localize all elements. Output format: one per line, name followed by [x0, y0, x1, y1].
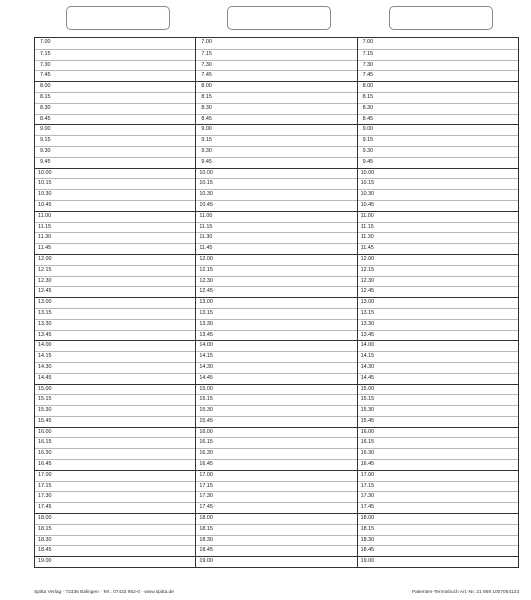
- time-slot[interactable]: 15.45: [196, 416, 356, 427]
- time-slot[interactable]: 14.45: [358, 373, 518, 384]
- time-slot[interactable]: 7.00: [201, 39, 212, 45]
- time-slot[interactable]: 18.45: [35, 545, 195, 556]
- time-slot[interactable]: 10.45: [358, 200, 518, 211]
- time-slot[interactable]: 10.15: [196, 178, 356, 189]
- time-slot[interactable]: 7.30: [358, 60, 518, 71]
- time-slot[interactable]: 9.00: [35, 124, 195, 135]
- time-slot[interactable]: 18.00: [358, 513, 518, 524]
- time-slot[interactable]: 8.30: [196, 103, 356, 114]
- time-slot[interactable]: 7.15: [196, 49, 356, 60]
- day-column-2: [195, 38, 356, 567]
- time-slot[interactable]: 10.00: [358, 168, 518, 179]
- time-slot[interactable]: 14.00: [196, 340, 356, 351]
- time-slot[interactable]: 17.30: [35, 491, 195, 502]
- time-slot[interactable]: 14.00: [358, 340, 518, 351]
- time-slot[interactable]: 18.30: [196, 535, 356, 546]
- time-slot[interactable]: 7.30: [196, 60, 356, 71]
- time-slot[interactable]: 12.30: [196, 276, 356, 287]
- time-slot[interactable]: 7.45: [196, 70, 356, 81]
- time-slot[interactable]: 14.45: [196, 373, 356, 384]
- time-slot[interactable]: 13.00: [358, 297, 518, 308]
- time-slot[interactable]: 11.30: [196, 232, 356, 243]
- day-column-3: [357, 38, 518, 567]
- time-slot[interactable]: 15.15: [35, 394, 195, 405]
- time-slot[interactable]: 12.15: [358, 265, 518, 276]
- time-slot[interactable]: 14.15: [196, 351, 356, 362]
- day-column-1: [35, 38, 195, 567]
- time-slot[interactable]: 11.15: [35, 222, 195, 233]
- time-slot[interactable]: 14.15: [358, 351, 518, 362]
- time-slot[interactable]: 18.15: [35, 524, 195, 535]
- time-slot[interactable]: 13.30: [35, 319, 195, 330]
- time-slot[interactable]: 13.15: [196, 308, 356, 319]
- time-slot[interactable]: 13.30: [196, 319, 356, 330]
- time-slot[interactable]: 9.45: [35, 157, 195, 168]
- time-slot[interactable]: 16.45: [196, 459, 356, 470]
- time-slot[interactable]: 12.30: [358, 276, 518, 287]
- time-slot[interactable]: 8.00: [358, 81, 518, 92]
- time-slot[interactable]: 13.15: [35, 308, 195, 319]
- time-slot[interactable]: 9.00: [358, 124, 518, 135]
- time-slot[interactable]: 17.45: [196, 502, 356, 513]
- time-slot[interactable]: 13.15: [358, 308, 518, 319]
- time-slot[interactable]: 10.15: [35, 178, 195, 189]
- time-slot[interactable]: 12.15: [35, 265, 195, 276]
- time-slot[interactable]: 10.15: [358, 178, 518, 189]
- time-slot[interactable]: 7.15: [358, 49, 518, 60]
- page-footer: [34, 590, 519, 596]
- time-slot[interactable]: 11.15: [358, 222, 518, 233]
- time-slot[interactable]: 14.30: [358, 362, 518, 373]
- time-slot[interactable]: 18.30: [358, 535, 518, 546]
- time-slot[interactable]: 17.30: [358, 491, 518, 502]
- time-slot[interactable]: 16.15: [358, 437, 518, 448]
- time-slot[interactable]: 13.45: [196, 330, 356, 341]
- time-slot[interactable]: 16.45: [35, 459, 195, 470]
- time-slot[interactable]: 14.45: [35, 373, 195, 384]
- time-slot[interactable]: 17.15: [358, 481, 518, 492]
- time-slot[interactable]: 12.45: [196, 286, 356, 297]
- time-slot[interactable]: 10.30: [358, 189, 518, 200]
- time-slot[interactable]: 9.45: [358, 157, 518, 168]
- time-slot[interactable]: 16.15: [196, 437, 356, 448]
- time-slot[interactable]: 11.15: [196, 222, 356, 233]
- time-slot[interactable]: 11.30: [358, 232, 518, 243]
- time-slot[interactable]: 17.45: [35, 502, 195, 513]
- time-slot[interactable]: 15.30: [35, 405, 195, 416]
- time-slot[interactable]: 11.00: [196, 211, 356, 222]
- time-slot[interactable]: 8.45: [358, 114, 518, 125]
- time-slot[interactable]: 8.45: [196, 114, 356, 125]
- header-box-2[interactable]: [227, 6, 331, 30]
- time-slot[interactable]: 13.00: [196, 297, 356, 308]
- time-slot[interactable]: 19.00: [196, 556, 356, 567]
- time-slot[interactable]: 16.30: [358, 448, 518, 459]
- time-slot[interactable]: 15.15: [196, 394, 356, 405]
- time-slot[interactable]: 14.30: [35, 362, 195, 373]
- time-slot[interactable]: 8.45: [35, 114, 195, 125]
- time-slot[interactable]: 9.45: [196, 157, 356, 168]
- time-slot[interactable]: 10.45: [196, 200, 356, 211]
- product-info: Patienten-Terminbuch Art.-Nr. 21 868 1007054123: [412, 590, 519, 595]
- time-slot[interactable]: 17.15: [35, 481, 195, 492]
- time-slot[interactable]: 13.00: [35, 297, 195, 308]
- time-slot[interactable]: 9.30: [196, 146, 356, 157]
- time-slot[interactable]: 15.45: [358, 416, 518, 427]
- time-slot[interactable]: 17.00: [196, 470, 356, 481]
- time-slot[interactable]: 17.30: [196, 491, 356, 502]
- time-slot[interactable]: 16.00: [196, 427, 356, 438]
- time-slot[interactable]: 15.00: [358, 384, 518, 395]
- time-slot[interactable]: 12.00: [35, 254, 195, 265]
- time-slot[interactable]: 12.00: [358, 254, 518, 265]
- time-slot[interactable]: 10.00: [196, 168, 356, 179]
- time-slot[interactable]: 8.15: [196, 92, 356, 103]
- time-slot[interactable]: 16.00: [358, 427, 518, 438]
- time-slot[interactable]: 18.30: [35, 535, 195, 546]
- time-slot[interactable]: 12.30: [35, 276, 195, 287]
- time-slot[interactable]: 11.00: [35, 211, 195, 222]
- time-slot[interactable]: 11.00: [358, 211, 518, 222]
- time-slot[interactable]: 9.15: [358, 135, 518, 146]
- time-slot[interactable]: 7.00: [40, 39, 51, 45]
- time-slot[interactable]: 8.15: [35, 92, 195, 103]
- time-slot[interactable]: 8.30: [358, 103, 518, 114]
- time-slot[interactable]: 9.30: [358, 146, 518, 157]
- publisher-info: Spitta Verlag · 72336 Balingen · Tel.: 07433 952-0 · www.spitta.de: [34, 590, 174, 595]
- time-slot[interactable]: 8.00: [35, 81, 195, 92]
- time-slot[interactable]: 19.00: [358, 556, 518, 567]
- time-slot[interactable]: 12.45: [358, 286, 518, 297]
- time-slot[interactable]: 18.00: [35, 513, 195, 524]
- time-slot[interactable]: 7.45: [358, 70, 518, 81]
- time-slot[interactable]: 10.30: [35, 189, 195, 200]
- time-slot[interactable]: 10.30: [196, 189, 356, 200]
- time-slot[interactable]: 15.30: [196, 405, 356, 416]
- time-slot[interactable]: 9.15: [196, 135, 356, 146]
- time-slot[interactable]: 8.00: [196, 81, 356, 92]
- time-slot[interactable]: 12.00: [196, 254, 356, 265]
- time-slot[interactable]: 9.15: [35, 135, 195, 146]
- time-slot[interactable]: 17.15: [196, 481, 356, 492]
- time-slot[interactable]: 13.30: [358, 319, 518, 330]
- time-slot[interactable]: 14.30: [196, 362, 356, 373]
- time-slot[interactable]: 17.45: [358, 502, 518, 513]
- time-slot[interactable]: 18.45: [196, 545, 356, 556]
- time-slot[interactable]: 18.15: [196, 524, 356, 535]
- time-slot[interactable]: 17.00: [35, 470, 195, 481]
- time-slot[interactable]: 11.30: [35, 232, 195, 243]
- header-box-1[interactable]: [66, 6, 170, 30]
- time-slot[interactable]: 15.00: [35, 384, 195, 395]
- time-slot[interactable]: 15.30: [358, 405, 518, 416]
- time-slot[interactable]: 8.30: [35, 103, 195, 114]
- time-slot[interactable]: 15.45: [35, 416, 195, 427]
- time-slot[interactable]: 16.15: [35, 437, 195, 448]
- time-slot[interactable]: 16.30: [196, 448, 356, 459]
- time-slot[interactable]: 8.15: [358, 92, 518, 103]
- time-slot[interactable]: 16.45: [358, 459, 518, 470]
- time-slot[interactable]: 13.45: [358, 330, 518, 341]
- time-slot[interactable]: 13.45: [35, 330, 195, 341]
- time-slot[interactable]: 9.30: [35, 146, 195, 157]
- time-slot[interactable]: 19.00: [35, 556, 195, 567]
- time-slot[interactable]: 7.00: [362, 39, 374, 45]
- time-slot[interactable]: 11.45: [35, 243, 195, 254]
- time-slot[interactable]: 18.00: [196, 513, 356, 524]
- time-slot[interactable]: 12.45: [35, 286, 195, 297]
- time-slot[interactable]: 9.00: [196, 124, 356, 135]
- time-slot[interactable]: 7.45: [35, 70, 195, 81]
- appointment-grid: [34, 37, 519, 568]
- time-slot[interactable]: 11.45: [358, 243, 518, 254]
- time-slot[interactable]: 17.00: [358, 470, 518, 481]
- time-slot[interactable]: 15.00: [196, 384, 356, 395]
- time-slot[interactable]: 12.15: [196, 265, 356, 276]
- time-slot[interactable]: 14.00: [35, 340, 195, 351]
- time-slot[interactable]: 18.45: [358, 545, 518, 556]
- time-slot[interactable]: 16.30: [35, 448, 195, 459]
- time-slot[interactable]: 7.30: [35, 60, 195, 71]
- time-slot[interactable]: 18.15: [358, 524, 518, 535]
- time-slot[interactable]: 11.45: [196, 243, 356, 254]
- header-box-3[interactable]: [389, 6, 493, 30]
- time-slot[interactable]: 10.45: [35, 200, 195, 211]
- time-slot[interactable]: 14.15: [35, 351, 195, 362]
- time-slot[interactable]: 7.15: [35, 49, 195, 60]
- time-slot[interactable]: 16.00: [35, 427, 195, 438]
- time-slot[interactable]: 10.00: [35, 168, 195, 179]
- time-slot[interactable]: 15.15: [358, 394, 518, 405]
